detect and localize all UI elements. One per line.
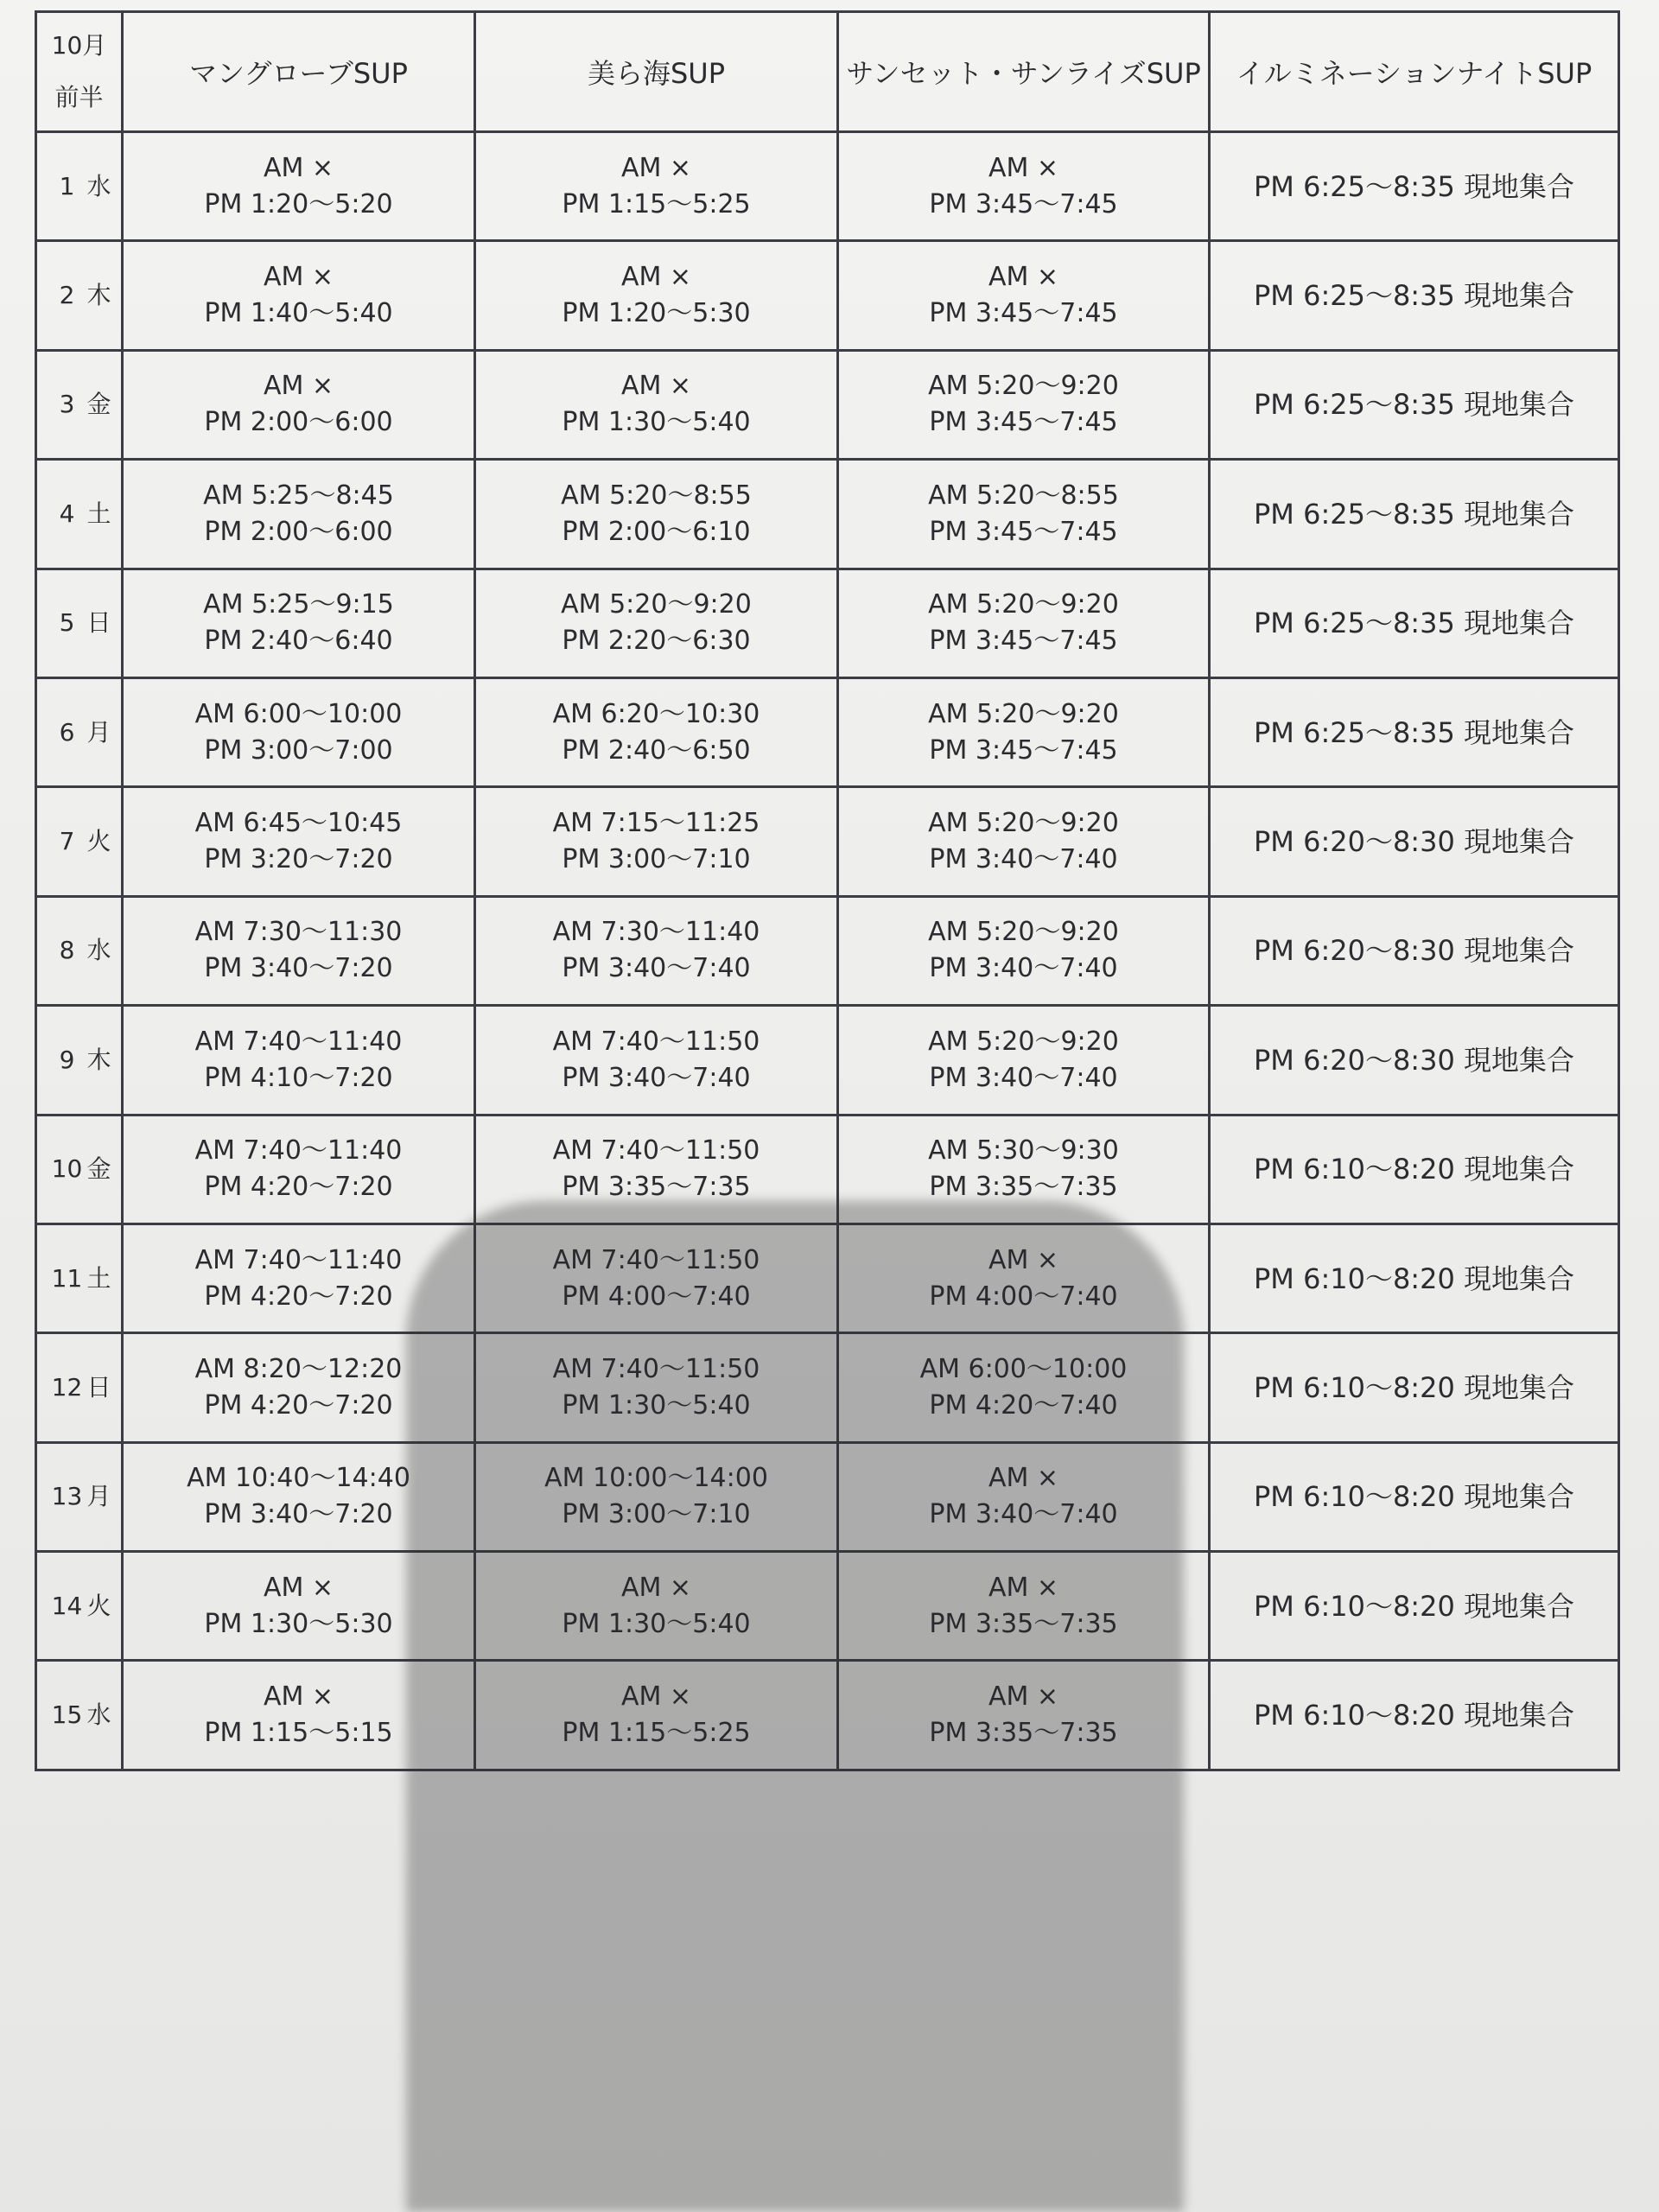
churaumi-time-cell	[475, 787, 838, 896]
night-time-cell: PM 6:25〜8:35 現地集合	[1210, 241, 1619, 350]
pm-time: PM 3:45〜7:45	[929, 407, 1118, 438]
am-time: AM ×	[263, 1681, 334, 1713]
night-time-cell: PM 6:20〜8:30 現地集合	[1210, 1006, 1619, 1115]
pm-time: PM 4:00〜7:40	[929, 1281, 1118, 1312]
am-time: AM 8:20〜12:20	[194, 1353, 403, 1384]
am-time: AM ×	[988, 1681, 1059, 1713]
pm-time: PM 4:20〜7:20	[204, 1281, 393, 1312]
am-time: AM 5:25〜8:45	[203, 480, 394, 511]
night-time-cell: PM 6:25〜8:35 現地集合	[1210, 569, 1619, 677]
month-label: 10月	[51, 31, 107, 60]
day-number: 13	[51, 1482, 83, 1511]
sunset-time-cell	[838, 787, 1210, 896]
pm-time: PM 3:00〜7:10	[562, 1499, 751, 1530]
am-time: AM 5:25〜9:15	[203, 589, 394, 620]
table-row	[36, 460, 1619, 569]
pm-time: PM 3:40〜7:40	[562, 1062, 751, 1093]
pm-time: PM 1:15〜5:25	[562, 188, 751, 219]
pm-time: PM 1:30〜5:40	[562, 1608, 751, 1639]
table-row	[36, 896, 1619, 1005]
sunset-time-cell	[838, 132, 1210, 241]
day-number: 8	[59, 936, 75, 965]
pm-time: PM 1:20〜5:30	[562, 298, 751, 329]
day-of-week: 金	[86, 1154, 111, 1184]
day-number: 4	[59, 499, 75, 528]
table-row	[36, 787, 1619, 896]
table-row	[36, 677, 1619, 786]
am-time: AM ×	[620, 262, 692, 293]
day-of-week: 土	[86, 1263, 111, 1293]
am-time: AM 7:40〜11:50	[552, 1135, 760, 1166]
day-of-week: 月	[86, 717, 111, 747]
pm-time: PM 1:15〜5:25	[562, 1718, 751, 1749]
day-number: 10	[51, 1154, 83, 1184]
day-of-week: 火	[86, 1591, 111, 1620]
pm-time: PM 2:00〜6:10	[562, 516, 751, 547]
am-time: AM 7:30〜11:40	[552, 917, 760, 948]
day-cell	[36, 1661, 123, 1770]
mangrove-time-cell	[123, 241, 475, 350]
pm-time: PM 3:00〜7:00	[204, 734, 393, 766]
table-row	[36, 241, 1619, 350]
pm-time: PM 1:20〜5:20	[204, 188, 393, 219]
day-number: 2	[59, 281, 75, 310]
pm-time: PM 1:30〜5:30	[204, 1608, 393, 1639]
table-row	[36, 132, 1619, 241]
day-cell	[36, 1224, 123, 1332]
day-cell	[36, 896, 123, 1005]
churaumi-time-cell	[475, 350, 838, 459]
night-time-cell: PM 6:25〜8:35 現地集合	[1210, 460, 1619, 569]
am-time: AM 5:20〜9:20	[928, 698, 1119, 729]
am-time: AM ×	[263, 262, 334, 293]
am-time: AM ×	[620, 1681, 692, 1713]
am-time: AM 7:15〜11:25	[552, 808, 760, 839]
pm-time: PM 3:40〜7:20	[204, 953, 393, 984]
header-row	[36, 12, 1619, 132]
am-time: AM ×	[988, 1463, 1059, 1494]
day-of-week: 水	[86, 171, 111, 200]
day-of-week: 木	[86, 281, 111, 310]
sunset-time-cell	[838, 350, 1210, 459]
churaumi-time-cell	[475, 132, 838, 241]
am-time: AM 5:20〜9:20	[928, 589, 1119, 620]
day-of-week: 水	[86, 1700, 111, 1730]
churaumi-time-cell	[475, 569, 838, 677]
am-time: AM 5:20〜8:55	[928, 480, 1119, 511]
night-time-cell: PM 6:20〜8:30 現地集合	[1210, 787, 1619, 896]
pm-time: PM 3:40〜7:40	[929, 844, 1118, 875]
mangrove-time-cell	[123, 569, 475, 677]
am-time: AM ×	[620, 152, 692, 183]
am-time: AM ×	[620, 1572, 692, 1603]
churaumi-time-cell	[475, 1006, 838, 1115]
am-time: AM 10:00〜14:00	[544, 1463, 768, 1494]
pm-time: PM 4:10〜7:20	[204, 1062, 393, 1093]
pm-time: PM 3:20〜7:20	[204, 844, 393, 875]
am-time: AM 5:20〜9:20	[928, 1026, 1119, 1057]
pm-time: PM 4:20〜7:20	[204, 1172, 393, 1203]
day-number: 1	[59, 171, 75, 200]
am-time: AM 5:30〜9:30	[928, 1135, 1119, 1166]
churaumi-time-cell	[475, 896, 838, 1005]
am-time: AM ×	[263, 1572, 334, 1603]
day-of-week: 土	[86, 499, 111, 528]
churaumi-time-cell	[475, 677, 838, 786]
pm-time: PM 1:30〜5:40	[562, 1389, 751, 1421]
pm-time: PM 3:00〜7:10	[562, 844, 751, 875]
churaumi-time-cell	[475, 460, 838, 569]
sunset-time-cell	[838, 677, 1210, 786]
night-time-cell: PM 6:10〜8:20 現地集合	[1210, 1115, 1619, 1224]
day-cell	[36, 241, 123, 350]
pm-time: PM 2:40〜6:50	[562, 734, 751, 766]
pm-time: PM 3:45〜7:45	[929, 516, 1118, 547]
pm-time: PM 3:40〜7:40	[562, 953, 751, 984]
churaumi-time-cell	[475, 241, 838, 350]
pm-time: PM 1:40〜5:40	[204, 298, 393, 329]
table-row	[36, 1006, 1619, 1115]
pm-time: PM 3:40〜7:20	[204, 1499, 393, 1530]
day-cell	[36, 1442, 123, 1551]
day-cell	[36, 132, 123, 241]
pm-time: PM 2:40〜6:40	[204, 626, 393, 657]
am-time: AM 6:20〜10:30	[552, 698, 760, 729]
night-time-cell: PM 6:10〜8:20 現地集合	[1210, 1333, 1619, 1442]
am-time: AM 6:00〜10:00	[194, 698, 403, 729]
column-header-illumination-night: イルミネーションナイトSUP	[1210, 12, 1619, 132]
am-time: AM 5:20〜9:20	[561, 589, 752, 620]
column-header-churaumi: 美ら海SUP	[475, 12, 838, 132]
hand-shadow	[406, 1201, 1184, 2212]
am-time: AM 7:40〜11:50	[552, 1353, 760, 1384]
pm-time: PM 3:45〜7:45	[929, 188, 1118, 219]
am-time: AM ×	[988, 1244, 1059, 1275]
night-time-cell: PM 6:25〜8:35 現地集合	[1210, 677, 1619, 786]
sunset-time-cell	[838, 241, 1210, 350]
night-time-cell: PM 6:10〜8:20 現地集合	[1210, 1442, 1619, 1551]
pm-time: PM 3:35〜7:35	[929, 1608, 1118, 1639]
table-row	[36, 350, 1619, 459]
day-number: 12	[51, 1372, 83, 1402]
day-of-week: 火	[86, 827, 111, 856]
pm-time: PM 1:30〜5:40	[562, 407, 751, 438]
am-time: AM 5:20〜8:55	[561, 480, 752, 511]
night-time-cell: PM 6:25〜8:35 現地集合	[1210, 350, 1619, 459]
table-row	[36, 569, 1619, 677]
day-number: 15	[51, 1700, 83, 1730]
day-of-week: 金	[86, 390, 111, 419]
half-label: 前半	[54, 83, 104, 111]
day-cell	[36, 350, 123, 459]
day-cell	[36, 1333, 123, 1442]
pm-time: PM 3:40〜7:40	[929, 953, 1118, 984]
mangrove-time-cell	[123, 460, 475, 569]
am-time: AM ×	[263, 371, 334, 402]
pm-time: PM 2:00〜6:00	[204, 407, 393, 438]
sunset-time-cell	[838, 896, 1210, 1005]
day-cell	[36, 1552, 123, 1661]
day-cell	[36, 1006, 123, 1115]
mangrove-time-cell	[123, 1006, 475, 1115]
day-cell	[36, 460, 123, 569]
am-time: AM 7:30〜11:30	[194, 917, 403, 948]
pm-time: PM 3:45〜7:45	[929, 298, 1118, 329]
am-time: AM 6:45〜10:45	[194, 808, 403, 839]
column-header-sunset-sunrise: サンセット・サンライズSUP	[838, 12, 1210, 132]
day-cell	[36, 1115, 123, 1224]
am-time: AM ×	[988, 1572, 1059, 1603]
am-time: AM 6:00〜10:00	[919, 1353, 1128, 1384]
pm-time: PM 3:45〜7:45	[929, 626, 1118, 657]
day-number: 11	[51, 1263, 83, 1293]
pm-time: PM 3:40〜7:40	[929, 1499, 1118, 1530]
sunset-time-cell	[838, 569, 1210, 677]
day-number: 5	[59, 608, 75, 638]
am-time: AM 10:40〜14:40	[187, 1463, 410, 1494]
am-time: AM 7:40〜11:50	[552, 1244, 760, 1275]
pm-time: PM 2:20〜6:30	[562, 626, 751, 657]
day-cell	[36, 787, 123, 896]
day-number: 7	[59, 827, 75, 856]
night-time-cell: PM 6:25〜8:35 現地集合	[1210, 132, 1619, 241]
mangrove-time-cell	[123, 350, 475, 459]
mangrove-time-cell	[123, 896, 475, 1005]
pm-time: PM 4:00〜7:40	[562, 1281, 751, 1312]
day-of-week: 日	[86, 1372, 111, 1402]
night-time-cell: PM 6:10〜8:20 現地集合	[1210, 1224, 1619, 1332]
pm-time: PM 3:35〜7:35	[562, 1172, 751, 1203]
pm-time: PM 2:00〜6:00	[204, 516, 393, 547]
night-time-cell: PM 6:10〜8:20 現地集合	[1210, 1661, 1619, 1770]
sunset-time-cell	[838, 460, 1210, 569]
am-time: AM ×	[263, 152, 334, 183]
night-time-cell: PM 6:10〜8:20 現地集合	[1210, 1552, 1619, 1661]
day-of-week: 水	[86, 936, 111, 965]
day-of-week: 日	[86, 608, 111, 638]
am-time: AM ×	[620, 371, 692, 402]
day-cell	[36, 569, 123, 677]
am-time: AM 5:20〜9:20	[928, 808, 1119, 839]
am-time: AM 7:40〜11:40	[194, 1026, 403, 1057]
day-of-week: 月	[86, 1482, 111, 1511]
day-number: 9	[59, 1045, 75, 1074]
mangrove-time-cell	[123, 1115, 475, 1224]
am-time: AM 5:20〜9:20	[928, 371, 1119, 402]
am-time: AM ×	[988, 152, 1059, 183]
mangrove-time-cell	[123, 787, 475, 896]
night-time-cell: PM 6:20〜8:30 現地集合	[1210, 896, 1619, 1005]
pm-time: PM 3:35〜7:35	[929, 1718, 1118, 1749]
day-cell	[36, 677, 123, 786]
am-time: AM 5:20〜9:20	[928, 917, 1119, 948]
am-time: AM 7:40〜11:50	[552, 1026, 760, 1057]
column-header-mangrove: マングローブSUP	[123, 12, 475, 132]
pm-time: PM 3:45〜7:45	[929, 734, 1118, 766]
day-of-week: 木	[86, 1045, 111, 1074]
sunset-time-cell	[838, 1006, 1210, 1115]
pm-time: PM 1:15〜5:15	[204, 1718, 393, 1749]
pm-time: PM 3:35〜7:35	[929, 1172, 1118, 1203]
day-number: 3	[59, 390, 75, 419]
am-time: AM 7:40〜11:40	[194, 1244, 403, 1275]
am-time: AM 7:40〜11:40	[194, 1135, 403, 1166]
day-number: 6	[59, 717, 75, 747]
corner-header	[36, 12, 123, 132]
mangrove-time-cell	[123, 132, 475, 241]
mangrove-time-cell	[123, 677, 475, 786]
day-number: 14	[51, 1591, 83, 1620]
pm-time: PM 3:40〜7:40	[929, 1062, 1118, 1093]
pm-time: PM 4:20〜7:40	[929, 1389, 1118, 1421]
am-time: AM ×	[988, 262, 1059, 293]
pm-time: PM 4:20〜7:20	[204, 1389, 393, 1421]
